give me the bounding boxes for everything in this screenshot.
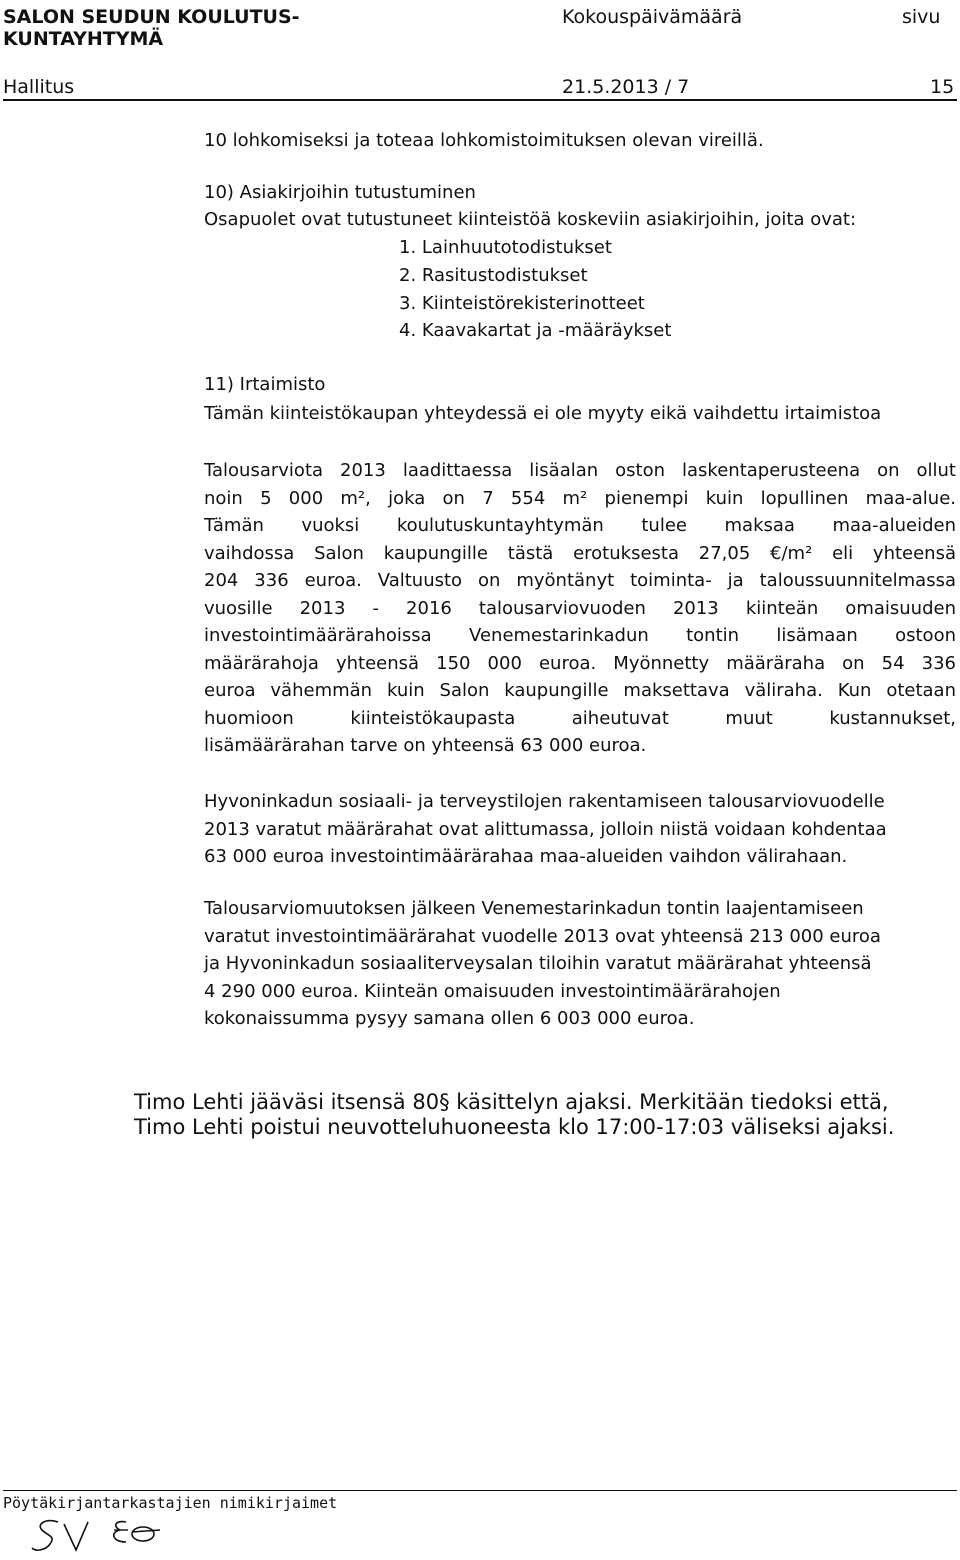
section-10-text: Osapuolet ovat tutustuneet kiinteistöä koskeviin asiakirjoihin, joita ovat:: [204, 209, 857, 230]
disqualification-note: [134, 1090, 894, 1140]
paragraph-line: 2013 varatut määrärahat ovat alittumassa, jolloin niistä voidaan kohdentaa: [204, 818, 887, 840]
paragraph-line: 204 336 euroa. Valtuusto on myöntänyt toiminta- ja taloussuunnitelmassa: [204, 570, 956, 591]
paragraph-line: Tämän vuoksi koulutuskuntayhtymän tulee maksaa maa-alueiden: [204, 515, 956, 536]
paragraph-line: Timo Lehti jääväsi itsensä 80§ käsittelyn ajaksi. Merkitään tiedoksi että,: [134, 1090, 889, 1114]
organization-name-line1: SALON SEUDUN KOULUTUS-: [3, 6, 300, 28]
organization-name-line2: KUNTAYHTYMÄ: [3, 28, 164, 50]
footer-rule: [3, 1490, 957, 1491]
paragraph-line: Talousarviota 2013 laadittaessa lisäalan oston laskentaperusteena on ollut: [204, 460, 956, 481]
meeting-date: 21.5.2013 / 7: [562, 76, 690, 98]
document-list-item: 3. Kiinteistörekisterinotteet: [399, 293, 645, 314]
document-list-item: 4. Kaavakartat ja -määräykset: [399, 320, 672, 341]
paragraph-line: Talousarviomuutoksen jälkeen Venemestarinkadun tontin laajentamiseen: [204, 898, 864, 919]
page-number: 15: [930, 76, 955, 98]
paragraph-line: varatut investointimäärärahat vuodelle 2013 ovat yhteensä 213 000 euroa: [204, 925, 881, 947]
paragraph-line: 4 290 000 euroa. Kiinteän omaisuuden investointimäärärahojen: [204, 980, 781, 1002]
governing-body-name: Hallitus: [3, 76, 75, 98]
paragraph-line: ja Hyvoninkadun sosiaaliterveysalan tiloihin varatut määrärahat yhteensä: [204, 953, 872, 974]
signature-initials: [28, 1516, 178, 1560]
section-10-title: 10) Asiakirjoihin tutustuminen: [204, 182, 476, 203]
paragraph-line: huomioon kiinteistökaupasta aiheutuvat muut kustannukset,: [204, 707, 956, 729]
page-label: sivu: [902, 6, 941, 28]
paragraph-line: investointimäärärahoissa Venemestarinkadun tontin lisämaan ostoon: [204, 625, 956, 646]
document-list-item: 2. Rasitustodistukset: [399, 265, 588, 286]
paragraph-line: vuosille 2013 - 2016 talousarviovuoden 2013 kiinteän omaisuuden: [204, 597, 956, 619]
budget-paragraph: [204, 457, 956, 760]
header-rule: [3, 99, 957, 101]
intro-line: 10 lohkomiseksi ja toteaa lohkomistoimituksen olevan vireillä.: [204, 130, 764, 151]
initials-label: Pöytäkirjantarkastajien nimikirjaimet: [3, 1494, 338, 1512]
document-list-item: 1. Lainhuutotodistukset: [399, 237, 612, 258]
section-11-text: Tämän kiinteistökaupan yhteydessä ei ole myyty eikä vaihdettu irtaimistoa: [204, 403, 882, 424]
paragraph-line: noin 5 000 m², joka on 7 554 m² pienempi kuin lopullinen maa-alue.: [204, 487, 956, 509]
paragraph-line: lisämäärärahan tarve on yhteensä 63 000 euroa.: [204, 735, 647, 756]
section-11-title: 11) Irtaimisto: [204, 374, 326, 395]
paragraph-line: euroa vähemmän kuin Salon kaupungille maksettava väliraha. Kun otetaan: [204, 680, 956, 701]
paragraph-line: kokonaissumma pysyy samana ollen 6 003 000 euroa.: [204, 1008, 695, 1029]
paragraph-line: määrärahoja yhteensä 150 000 euroa. Myönnetty määräraha on 54 336: [204, 652, 956, 674]
budget-change-paragraph: [204, 895, 881, 1033]
paragraph-line: vaihdossa Salon kaupungille tästä erotuksesta 27,05 €/m² eli yhteensä: [204, 542, 956, 564]
meeting-date-label: Kokouspäivämäärä: [562, 6, 743, 28]
hyvoninkatu-paragraph: [204, 788, 887, 871]
paragraph-line: Timo Lehti poistui neuvotteluhuoneesta klo 17:00-17:03 väliseksi ajaksi.: [134, 1115, 895, 1139]
paragraph-line: Hyvoninkadun sosiaali- ja terveystilojen rakentamiseen talousarviovuodelle: [204, 791, 885, 812]
paragraph-line: 63 000 euroa investointimäärärahaa maa-alueiden vaihdon välirahaan.: [204, 846, 848, 867]
